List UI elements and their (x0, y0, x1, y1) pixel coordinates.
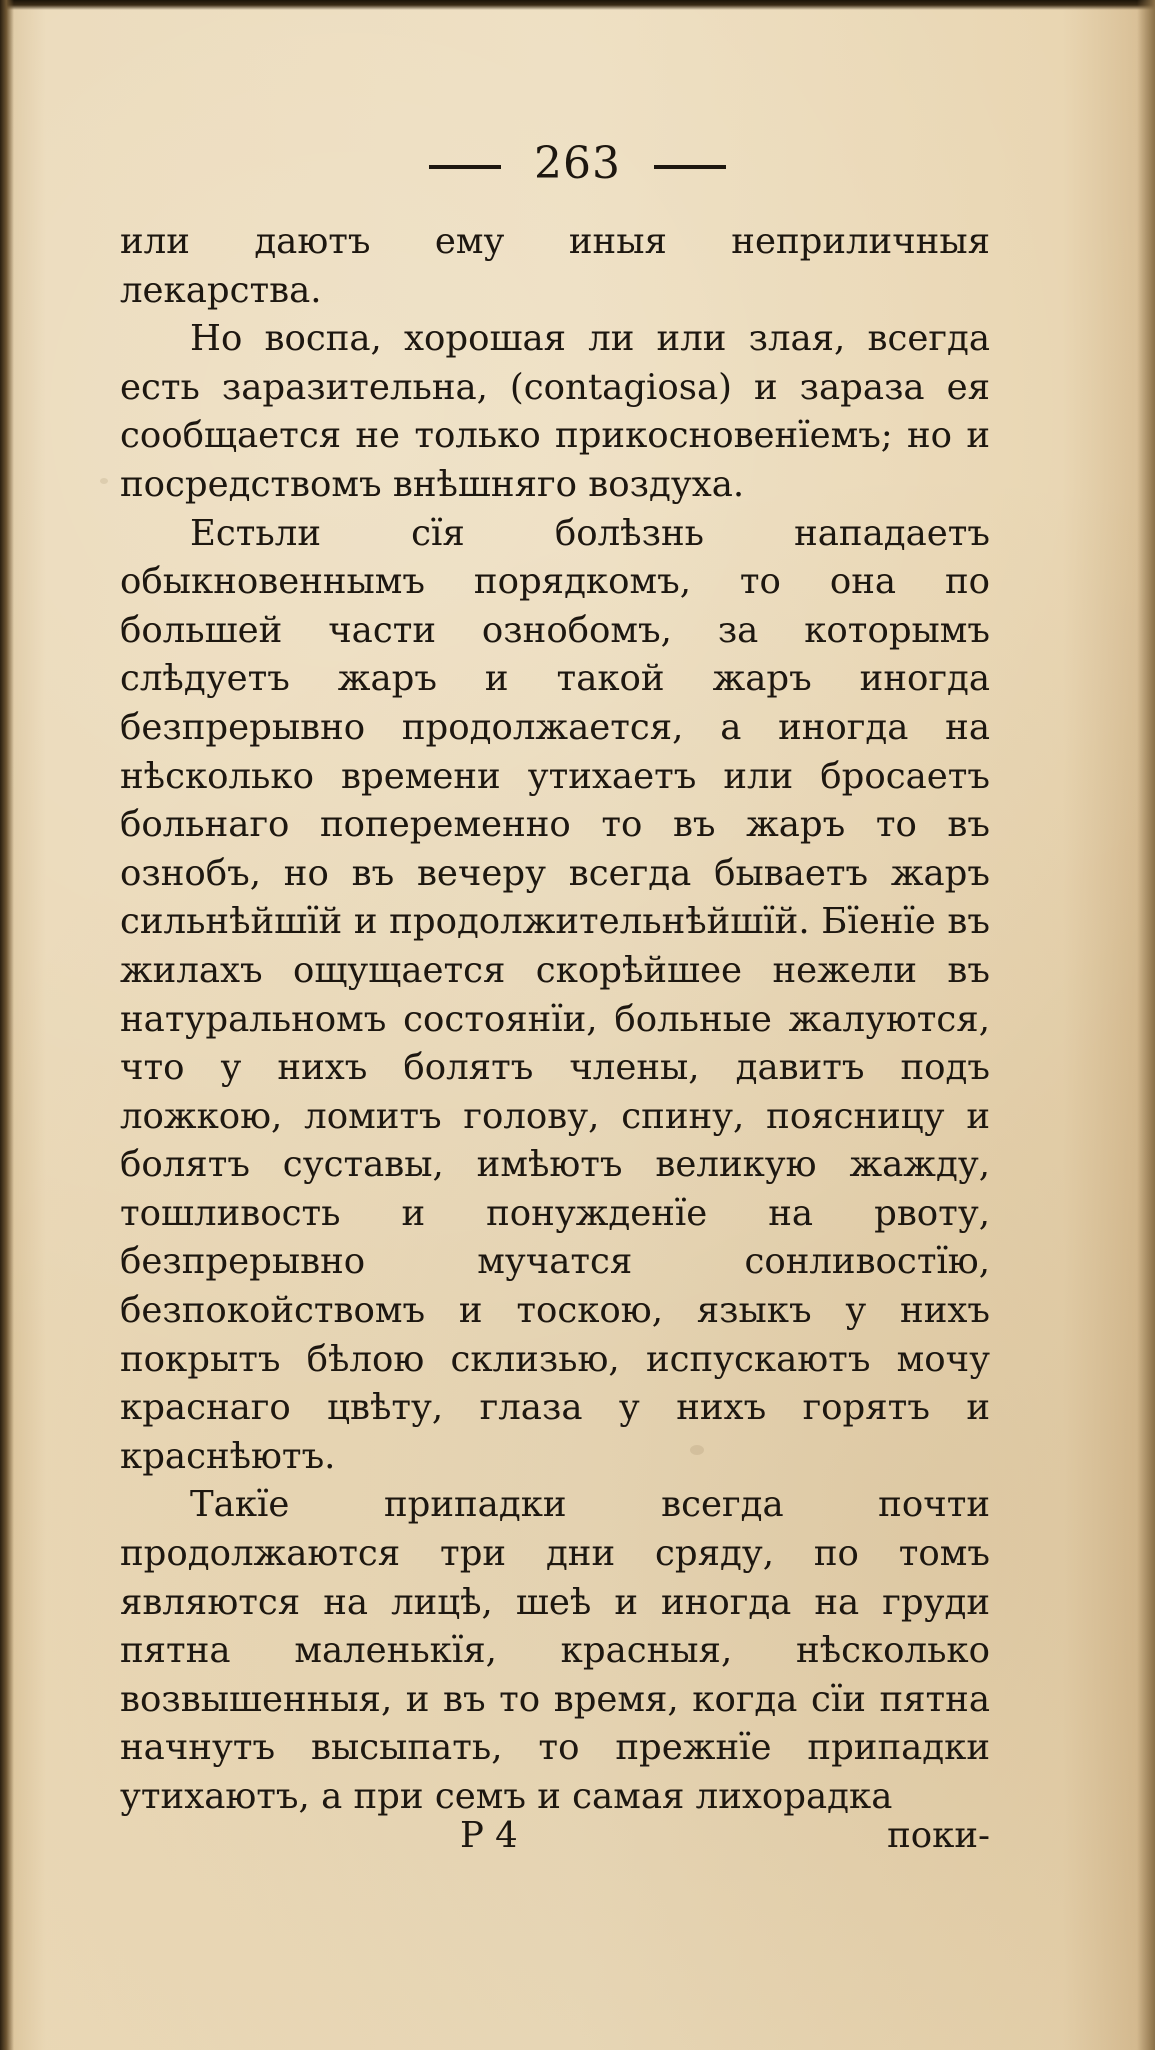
page-top-edge (0, 0, 1155, 10)
page-binding-edge (0, 0, 14, 2050)
paragraph: Но воспа, хорошая ли или злая, всегда есть заразительна, (contagiosa) и зараза ея сообщается не только прикосновенïемъ; но и посредствомъ внѣшняго воздуха. (120, 318, 990, 505)
page-number: 263 (534, 138, 621, 189)
paragraph: Естьли сïя болѣзнь нападаетъ обыкновеннымъ порядкомъ, то она по большей части ознобомъ, за которымъ слѣдуетъ жаръ и такой жаръ иногда безпрерывно продолжается, а иногда на нѣсколько времени утихаетъ или бросаетъ больнаго попеременно то въ жаръ то въ ознобъ, но въ вечеру всегда бываетъ жаръ сильнѣйшïй и продолжительнѣйшïй. Бïенïе въ жилахъ ощущается скорѣйшее нежели въ натуральномъ состоянïи, больные жалуются, что у нихъ болятъ члены, давитъ подъ ложкою, ломитъ голову, спину, поясницу и болятъ суставы, имѣютъ великую жажду, тошливость и понужденïе на рвоту, безпрерывно мучатся сонливостïю, безпокойствомъ и тоскою, языкъ у нихъ покрытъ бѣлою склизью, испускаютъ мочу краснаго цвѣту, глаза у нихъ горятъ и краснѣютъ. (120, 512, 990, 1477)
body-text (120, 218, 990, 1822)
page-footer (120, 1812, 990, 1860)
header-rule-right (654, 165, 726, 169)
page-header (0, 138, 1155, 189)
paragraph: Такïе припадки всегда почти продолжаются три дни сряду, по томъ являются на лицѣ, шеѣ и иногда на груди пятна маленькïя, красныя, нѣсколько возвышенныя, и въ то время, когда сïи пятна начнутъ высыпать, то прежнïе припадки утихаютъ, а при семъ и самая лихорадка (120, 1484, 990, 1817)
paper-stain (100, 478, 108, 484)
page-right-edge (1137, 0, 1155, 2050)
signature-mark: Р 4 (460, 1815, 518, 1856)
header-rule-left (429, 165, 501, 169)
catchword: поки- (887, 1815, 990, 1856)
paragraph: или даютъ ему иныя неприличныя лекарства. (120, 221, 990, 311)
